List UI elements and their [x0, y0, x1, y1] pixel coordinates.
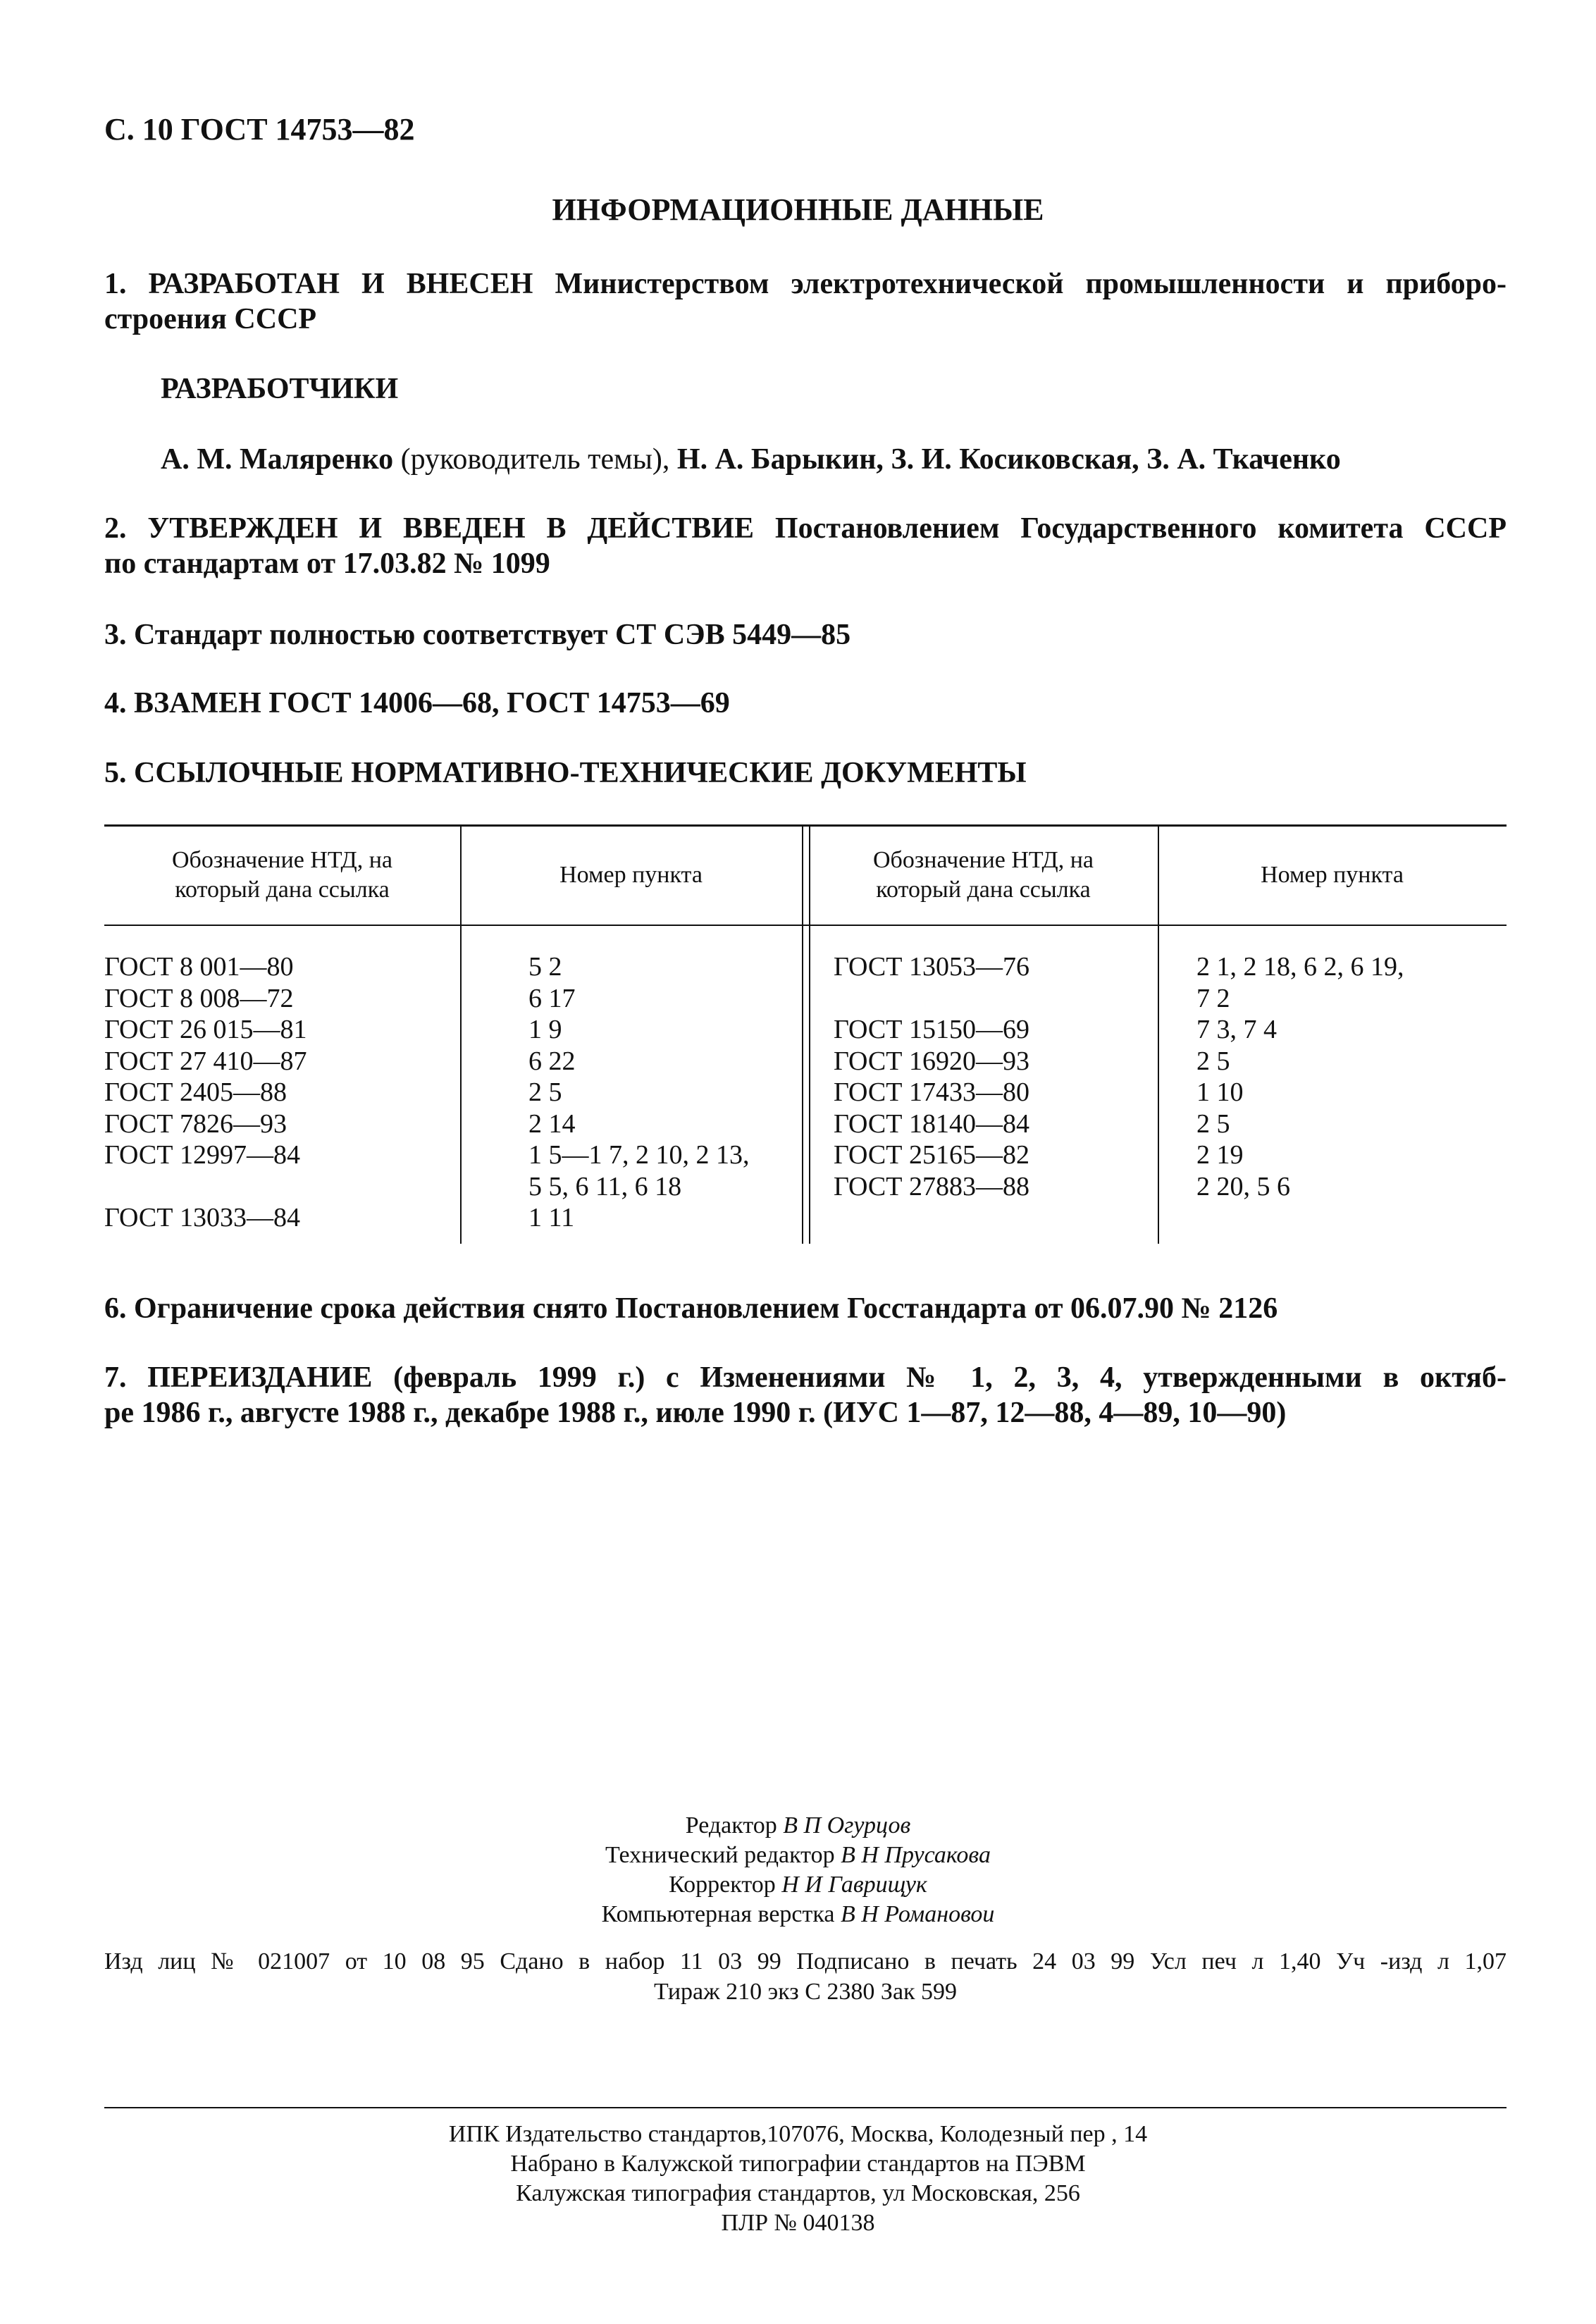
table-cell	[104, 1171, 307, 1203]
imprint-text: Изд лиц № 021007 от 10 08 95 Сдано в набор 11 03 99 Подписано в печать 24 03 99 Усл печ л 1,40 Уч -изд л 1,07	[104, 1948, 1507, 1974]
page-title: ИНФОРМАЦИОННЫЕ ДАННЫЕ	[552, 192, 1044, 227]
table-cell: ГОСТ 8 008—72	[104, 983, 294, 1013]
item-7-line1: 7. ПЕРЕИЗДАНИЕ (февраль 1999 г.) с Изменениями № 1, 2, 3, 4, утвержденными в октяб-	[104, 1361, 1507, 1394]
item-1-text: Министерством электротехнической промышленности и приборо-	[555, 268, 1507, 300]
table-column-right-docs	[834, 951, 1029, 1202]
item-2-text: Постановлением Государственного комитета СССР	[774, 512, 1507, 545]
table-cell: 1 9	[528, 1015, 562, 1044]
table-cell: ГОСТ 15150—69	[834, 1015, 1029, 1044]
credit-label: Технический редактор	[605, 1842, 841, 1868]
credit-label: Компьютерная верстка	[601, 1901, 841, 1927]
table-header-item: Номер пункта	[559, 862, 703, 888]
table-column-left-items	[528, 951, 750, 1234]
item-4: 4. ВЗАМЕН ГОСТ 14006—68, ГОСТ 14753—69	[104, 687, 730, 719]
page-header: С. 10 ГОСТ 14753—82	[104, 112, 415, 147]
item-2-number: 2.	[104, 512, 127, 545]
table-cell: 7 2	[1196, 983, 1230, 1013]
table-divider	[802, 824, 803, 1244]
table-cell: 5 5, 6 11, 6 18	[528, 1171, 682, 1201]
table-header-rule	[104, 925, 1507, 926]
credit-layout	[0, 1900, 1596, 1929]
credit-name: В Н Романовои	[840, 1901, 995, 1927]
table-cell: ГОСТ 13053—76	[834, 952, 1029, 982]
table-cell: ГОСТ 26 015—81	[104, 1015, 307, 1044]
table-cell: ГОСТ 12997—84	[104, 1140, 300, 1170]
item-6: 6. Ограничение срока действия снято Постановлением Госстандарта от 06.07.90 № 2126	[104, 1292, 1278, 1325]
developers-heading: РАЗРАБОТЧИКИ	[161, 373, 399, 405]
table-header-item: Номер пункта	[1261, 862, 1404, 888]
credit-tech-editor	[0, 1841, 1596, 1870]
credit-name: В П Огурцов	[783, 1812, 911, 1838]
table-cell: ГОСТ 16920—93	[834, 1046, 1029, 1076]
item-1-number: 1.	[104, 268, 127, 300]
table-cell: ГОСТ 27883—88	[834, 1171, 1029, 1201]
item-1	[104, 266, 1507, 337]
item-1-text-line2: строения СССР	[104, 303, 317, 335]
item-2-lead: УТВЕРЖДЕН И ВВЕДЕН В ДЕЙСТВИЕ	[147, 512, 755, 545]
divider-line	[104, 2107, 1507, 2108]
credit-label: Редактор	[685, 1812, 784, 1838]
table-cell: 6 22	[528, 1046, 576, 1076]
table-cell: ГОСТ 7826—93	[104, 1108, 287, 1139]
table-cell: 1 11	[528, 1203, 575, 1232]
developers-list	[161, 443, 1341, 476]
table-cell: 2 19	[1196, 1140, 1244, 1170]
developer-names: Н. А. Барыкин, З. И. Косиковская, З. А. Ткаченко	[676, 443, 1341, 476]
publisher-block	[0, 2120, 1596, 2238]
table-column-right-items	[1196, 951, 1404, 1202]
table-cell: ГОСТ 2405—88	[104, 1077, 287, 1107]
credit-label: Корректор	[669, 1872, 782, 1898]
publisher-line: ПЛР № 040138	[721, 2210, 875, 2236]
table-cell: 6 17	[528, 983, 576, 1013]
table-cell: ГОСТ 18140—84	[834, 1108, 1029, 1139]
table-header-doc: Обозначение НТД, на который дана ссылка	[171, 847, 393, 903]
credit-name: В Н Прусакова	[841, 1842, 991, 1868]
credit-name: Н И Гаврищук	[781, 1872, 927, 1898]
table-cell: ГОСТ 25165—82	[834, 1140, 1029, 1170]
item-7-line2: ре 1986 г., августе 1988 г., декабре 1988 г., июле 1990 г. (ИУС 1—87, 12—88, 4—89, 10—90)	[104, 1397, 1287, 1429]
publisher-line: Набрано в Калужской типографии стандартов на ПЭВМ	[510, 2151, 1086, 2177]
table-cell: ГОСТ 17433—80	[834, 1077, 1029, 1107]
table-cell: 1 5—1 7, 2 10, 2 13,	[528, 1140, 750, 1170]
imprint-line2: Тираж 210 экз С 2380 Зак 599	[653, 1979, 958, 2005]
imprint-line1	[104, 1947, 1507, 1977]
item-2	[104, 511, 1507, 581]
table-cell: 2 1, 2 18, 6 2, 6 19,	[1196, 952, 1404, 982]
table-cell: 2 5	[1196, 1108, 1230, 1139]
table-cell: 2 5	[1196, 1046, 1230, 1076]
item-7	[104, 1360, 1507, 1430]
item-1-lead: РАЗРАБОТАН И ВНЕСЕН	[148, 268, 533, 300]
item-2-text-line2: по стандартам от 17.03.82 № 1099	[104, 548, 550, 580]
credit-editor	[0, 1811, 1596, 1841]
item-5: 5. ССЫЛОЧНЫЕ НОРМАТИВНО-ТЕХНИЧЕСКИЕ ДОКУМЕНТЫ	[104, 757, 1027, 789]
table-cell: ГОСТ 13033—84	[104, 1203, 300, 1232]
table-cell: ГОСТ 8 001—80	[104, 952, 294, 982]
developer-lead-role: (руководитель темы),	[393, 443, 677, 476]
table-cell: 5 2	[528, 952, 562, 982]
credits-block	[0, 1811, 1596, 1929]
reference-documents-table	[104, 824, 1507, 1244]
table-cell	[834, 983, 1029, 1015]
credit-corrector	[0, 1870, 1596, 1900]
table-header-doc: Обозначение НТД, на который дана ссылка	[872, 847, 1094, 903]
table-column-left-docs	[104, 951, 307, 1234]
table-cell: ГОСТ 27 410—87	[104, 1046, 307, 1076]
table-cell: 2 5	[528, 1077, 562, 1107]
table-cell: 7 3, 7 4	[1196, 1015, 1277, 1044]
table-cell: 2 20, 5 6	[1196, 1171, 1290, 1201]
developer-lead-name: А. М. Маляренко	[161, 443, 394, 476]
publisher-line: Калужская типография стандартов, ул Московская, 256	[516, 2180, 1080, 2206]
table-cell: 2 14	[528, 1108, 576, 1139]
table-top-rule	[104, 824, 1507, 827]
item-3: 3. Стандарт полностью соответствует СТ СЭВ 5449—85	[104, 619, 851, 651]
table-cell: 1 10	[1196, 1077, 1244, 1107]
publisher-line: ИПК Издательство стандартов,107076, Москва, Колодезный пер , 14	[448, 2121, 1148, 2147]
